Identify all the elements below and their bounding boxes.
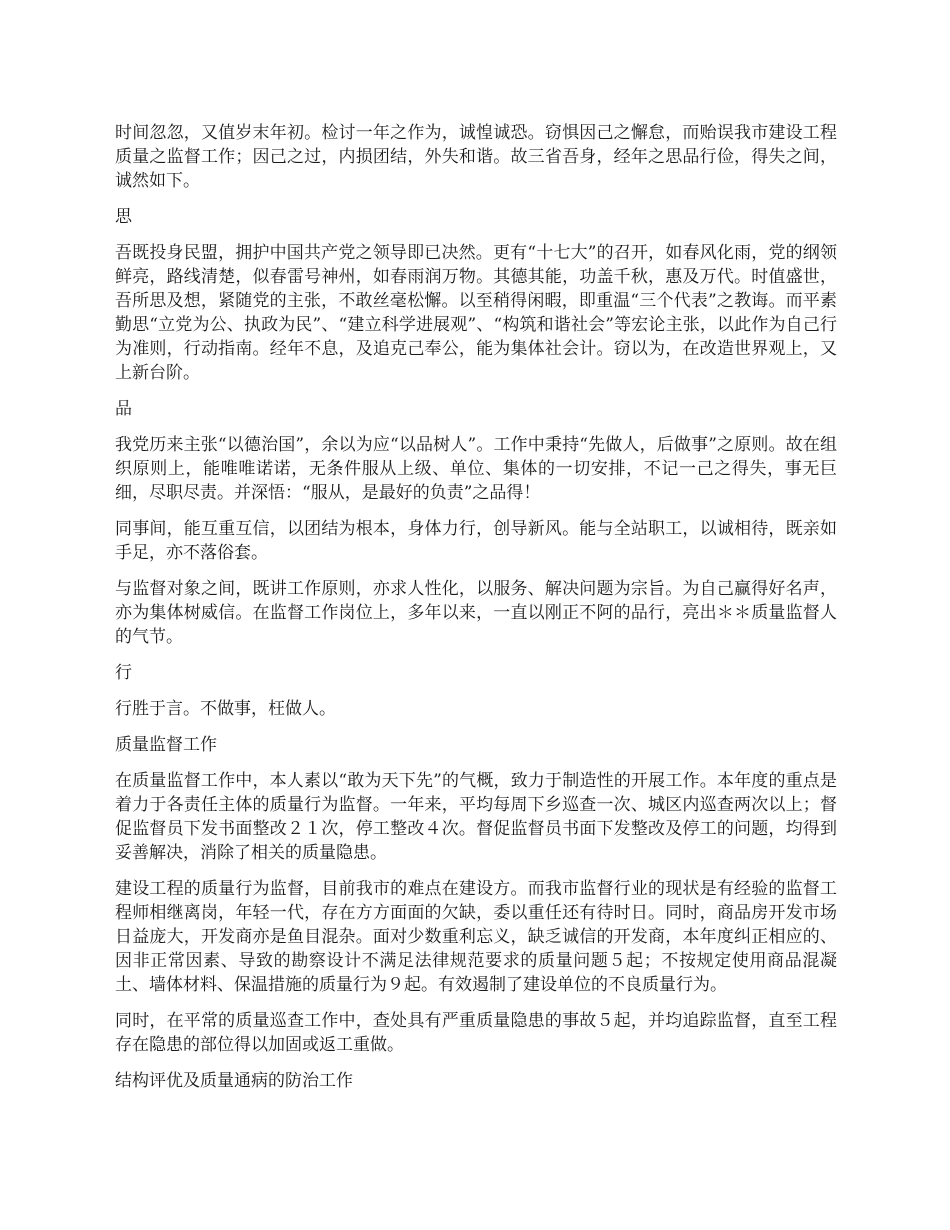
xing-paragraph: 行胜于言。不做事，枉做人。 — [115, 699, 336, 719]
pin-paragraph-3: 与监督对象之间，既讲工作原则，亦求人性化，以服务、解决问题为宗旨。为自己赢得好名声，亦为集体树威信。在监督工作岗位上，多年以来，一直以刚正不阿的品行，亮出＊＊质量监督人的气节。 — [115, 579, 837, 647]
pin-paragraph-2: 同事间，能互重互信，以团结为根本，身体力行，创导新风。能与全站职工，以诚相待，既亲如手足，亦不落俗套。 — [115, 519, 837, 563]
document-body — [115, 121, 837, 1105]
section-heading-pin: 品 — [115, 399, 132, 419]
section-heading-xing: 行 — [115, 663, 132, 683]
section-heading-structure-evaluation: 结构评优及质量通病的防治工作 — [115, 1071, 353, 1091]
section-heading-si: 思 — [115, 207, 132, 227]
pin-paragraph-1: 我党历来主张“以德治国”，余以为应“以品树人”。工作中秉持“先做人，后做事”之原则。故在组织原则上，能唯唯诺诺，无条件服从上级、单位、集体的一切安排，不记一己之得失，事无巨细，尽职尽责。并深悟：“服从，是最好的负责”之品得！ — [115, 435, 837, 503]
quality-paragraph-3: 同时，在平常的质量巡查工作中，查处具有严重质量隐患的事故５起，并均追踪监督，直至工程存在隐患的部位得以加固或返工重做。 — [115, 1011, 837, 1055]
quality-paragraph-1: 在质量监督工作中，本人素以“敢为天下先”的气概，致力于制造性的开展工作。本年度的重点是着力于各责任主体的质量行为监督。一年来，平均每周下乡巡查一次、城区内巡查两次以上；督促监督员下发书面整改２１次，停工整改４次。督促监督员书面下发整改及停工的问题，均得到妥善解决，消除了相关的质量隐患。 — [115, 771, 837, 863]
quality-paragraph-2: 建设工程的质量行为监督，目前我市的难点在建设方。而我市监督行业的现状是有经验的监督工程师相继离岗，年轻一代，存在方方面面的欠缺，委以重任还有待时日。同时，商品房开发市场日益庞大，开发商亦是鱼目混杂。面对少数重利忘义，缺乏诚信的开发商，本年度纠正相应的、因非正常因素、导致的勘察设计不满足法律规范要求的质量问题５起；不按规定使用商品混凝土、墙体材料、保温措施的质量行为９起。有效遏制了建设单位的不良质量行为。 — [115, 879, 837, 995]
si-paragraph: 吾既投身民盟，拥护中国共产党之领导即已决然。更有“十七大”的召开，如春风化雨，党的纲领鲜亮，路线清楚，似春雷号神州，如春雨润万物。其德其能，功盖千秋，惠及万代。时值盛世，吾所思及想，紧随党的主张，不敢丝毫松懈。以至稍得闲暇，即重温“三个代表”之教诲。而平素勤思“立党为公、执政为民”、“建立科学进展观”、“构筑和谐社会”等宏论主张，以此作为自己行为准则，行动指南。经年不息，及追克己奉公，能为集体社会计。窃以为，在改造世界观上，又上新台阶。 — [115, 243, 837, 383]
section-heading-quality-supervision: 质量监督工作 — [115, 735, 217, 755]
intro-paragraph: 时间忽忽，又值岁末年初。检讨一年之作为，诚惶诚恐。窃惧因己之懈怠，而贻误我市建设工程质量之监督工作；因己之过，内损团结，外失和谐。故三省吾身，经年之思品行俭，得失之间，诚然如下。 — [115, 123, 837, 191]
